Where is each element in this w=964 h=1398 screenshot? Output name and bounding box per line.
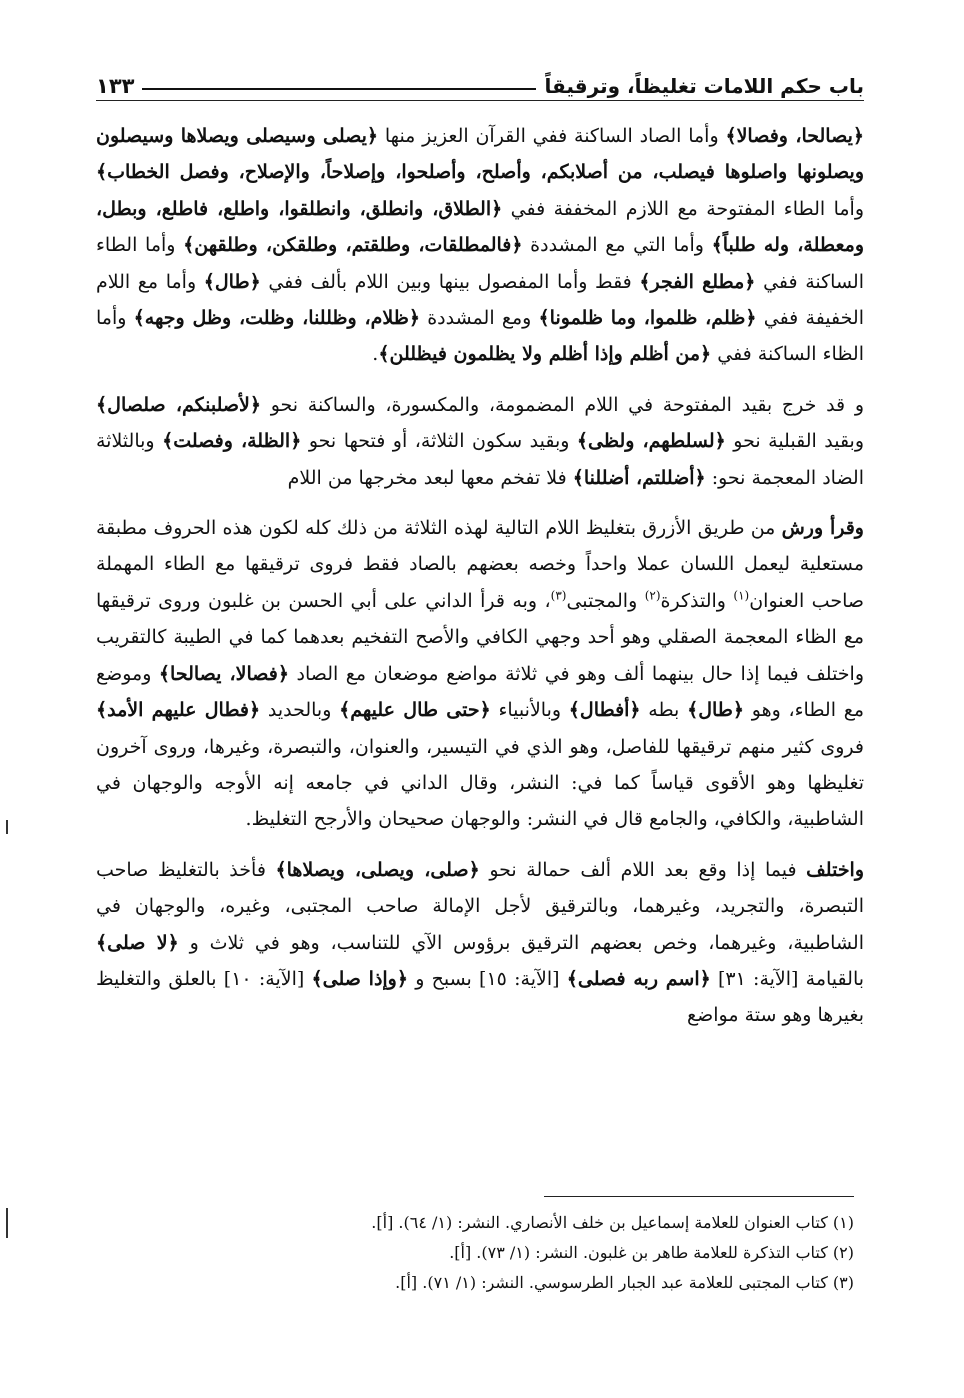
quran-quote: ﴿حتى طال عليهم﴾ xyxy=(339,699,491,722)
text-run: وأما الطاء المفتوحة مع اللازم المخففة ففي xyxy=(502,197,864,220)
text-run: وأما الظاء الساكنة ففي xyxy=(96,307,864,366)
quran-quote: ﴿فصالا، يصالحا﴾ xyxy=(158,662,289,685)
running-header xyxy=(96,52,864,98)
text-run: وموضع مع الطاء، وهو xyxy=(96,662,864,722)
text-run: فقط وأما المفصول بينها وبين اللام بألف ففي xyxy=(260,270,640,293)
quran-quote: ﴿مطلع الفجر﴾ xyxy=(639,270,756,293)
footnote-ref: (٣) xyxy=(550,588,567,603)
quran-quote: ﴿وإذا صلى﴾ xyxy=(311,967,408,990)
text-run: بطه xyxy=(640,699,688,722)
chapter-title: باب حكم اللامات تغليظاً، وترقيقاً xyxy=(544,74,864,98)
text-run: [الآية: ١٠] بالعلق والتغليظ بغيرها وهو ستة مواضع xyxy=(96,967,864,1027)
text-run: فيما إذا وقع بعد اللام ألف حمالة نحو xyxy=(479,858,807,881)
quran-quote: ﴿الطلاق، وانطلق، وانطلقوا، واطلع، فاطلع، وبطل، ومعطلة، وله طلباً﴾ xyxy=(96,197,864,257)
quran-quote: ﴿صلى، ويصلى، ويصلاها﴾ xyxy=(275,858,480,881)
quran-quote: ﴿طال﴾ xyxy=(687,699,745,722)
quran-quote: ﴿لا صلى﴾ xyxy=(96,931,179,954)
quran-quote: ﴿ظلام، وظللنا، وظلت، وظل وجهه﴾ xyxy=(133,307,420,330)
text-run: من طريق الأزرق بتغليظ اللام التالية لهذه الثلاثة من ذلك كله لكون هذه الحروف مطبقة مستعلية ليعمل اللسان عملا واحداً وخصه بعضهم بالصاد فقط فروى ترقيقها مع الطاء المهملة صاحب العنوان xyxy=(96,517,864,612)
text-run: وأما الصاد الساكنة ففي القرآن العزيز منها xyxy=(378,125,726,147)
text-run: فروى كثير منهم ترقيقها للفاصل، وهو الذي في التيسير، والعنوان، والتبصرة، وغيرها، وروى آخرون تغليظها وهو الأقوى قياساً كما في: النشر، وقال الداني في جامعه إنه الأوجه والوجهان في الشاطبية، والكافي، والجامع قال في النشر: والوجهان صحيحان والأرجح التغليظ. xyxy=(96,735,864,831)
quran-quote: ﴿أضللتم، أضللنا﴾ xyxy=(572,466,706,489)
footnote-3: (٣) كتاب المجتبى للعلامة عبد الجبار الطرسوسي. النشر: (١/ ٧١). [أ]. xyxy=(395,1273,854,1292)
header-rule xyxy=(142,88,536,90)
footnotes xyxy=(100,1208,854,1298)
text-run: وبالثلاثة الضاد المعجمة نحو: xyxy=(96,430,864,489)
quran-quote: ﴿أفطال﴾ xyxy=(568,699,641,722)
margin-mark xyxy=(6,1208,8,1238)
quran-quote: ﴿من أظلم وإذا أظلم ولا يظلمون فيظللن﴾ xyxy=(378,343,712,366)
footnote-ref: (١) xyxy=(733,588,750,603)
text-run: ، وبه قرأ الداني على أبي الحسن بن غلبون وروى ترقيقها مع الظاء المعجمة الصقلي وهو أحد وجهي الكافي والأصح التفخيم بعدهما كما في الطيبة كالتقريب واختلف فيما إذا حال بينهما ألف وهو في ثلاثة مواضع موضعان مع الصاد xyxy=(96,589,865,685)
footnote-1: (١) كتاب العنوان للعلامة إسماعيل بن خلف الأنصاري. النشر: (١/ ٦٤). [أ]. xyxy=(371,1213,854,1232)
text-run: وأما التي مع المشددة xyxy=(522,234,712,257)
text-run: بالقيامة [الآية: ٣١] xyxy=(710,967,865,990)
quran-quote: ﴿طال﴾ xyxy=(203,270,261,293)
paragraph xyxy=(96,510,864,838)
quran-quote: ﴿يصلى وسيصلى ويصلاها وسيصلون ويصلونها واصلوها فيصلب، من أصلابكم، وأصلح، وأصلحوا، وإصلاحاً، والإصلاح، وفصل الخطاب﴾ xyxy=(96,125,864,184)
quran-quote: ﴿اسم ربه فصلى﴾ xyxy=(566,967,711,990)
footnote-ref: (٢) xyxy=(644,588,661,603)
header-divider xyxy=(96,100,864,101)
quran-quote: ﴿فالمطلقات، وطلقتم، وطلقكن، وطلقهن﴾ xyxy=(183,234,523,257)
main-text xyxy=(96,118,864,1048)
text-run: و قد خرج بقيد المفتوحة في اللام المضمومة، والمكسورة، والساكنة نحو xyxy=(261,393,864,416)
text-run: وبالأنبياء xyxy=(490,699,569,722)
text-run: وأما مع اللام الخفيفة ففي xyxy=(96,270,864,330)
quran-quote: ﴿فطال عليهم الأمد﴾ xyxy=(96,699,261,722)
text-run: [الآية: ١٥] بسبح و xyxy=(408,967,567,990)
quran-quote: ﴿يصالحا، وفصالا﴾ xyxy=(725,125,864,147)
paragraph xyxy=(96,387,864,496)
text-run: وبالحديد xyxy=(260,699,340,722)
text-run: . xyxy=(372,343,379,366)
text-run: والتذكرة xyxy=(660,589,734,612)
quran-quote: ﴿لسلطهم، ولظى﴾ xyxy=(576,430,726,453)
footnote-divider xyxy=(544,1196,854,1197)
quran-quote: ﴿ظلم، ظلموا، وما ظلمونا﴾ xyxy=(538,307,757,330)
paragraph xyxy=(96,852,864,1034)
text-run: وأما الطاء الساكنة ففي xyxy=(96,234,864,293)
quran-quote: ﴿الظلة، وفصلت﴾ xyxy=(162,430,302,453)
page-number: ١٣٣ xyxy=(96,74,135,98)
text-run: وبقيد القبلية نحو xyxy=(725,430,865,453)
margin-mark xyxy=(6,820,8,834)
quran-quote: وقرأ ورش xyxy=(781,517,864,540)
text-run: والمجتبى xyxy=(566,589,645,612)
text-run: فأخذ بالتغليظ صاحب التبصرة، والتجريد، وغيرهما، وبالترقيق لأجل الإمالة صاحب المجتبى، وغيره، والوجهان في الشاطبية، وغيرهما، وخص بعضهم الترقيق برؤوس الآي للتناسب، وهو في ثلاث و xyxy=(96,858,864,954)
paragraph xyxy=(96,118,864,373)
quran-quote: واختلف xyxy=(806,858,865,881)
text-run: ومع المشددة xyxy=(419,307,539,330)
quran-quote: ﴿لأصلبنكم، صلصال﴾ xyxy=(96,393,262,416)
text-run: فلا تفخم معها لبعد مخرجها من اللام xyxy=(287,466,573,489)
text-run: وبقيد سكون الثلاثة، أو فتحها نحو xyxy=(301,430,577,453)
footnote-2: (٢) كتاب التذكرة للعلامة طاهر بن غلبون. النشر: (١/ ٧٣). [أ]. xyxy=(449,1243,854,1262)
